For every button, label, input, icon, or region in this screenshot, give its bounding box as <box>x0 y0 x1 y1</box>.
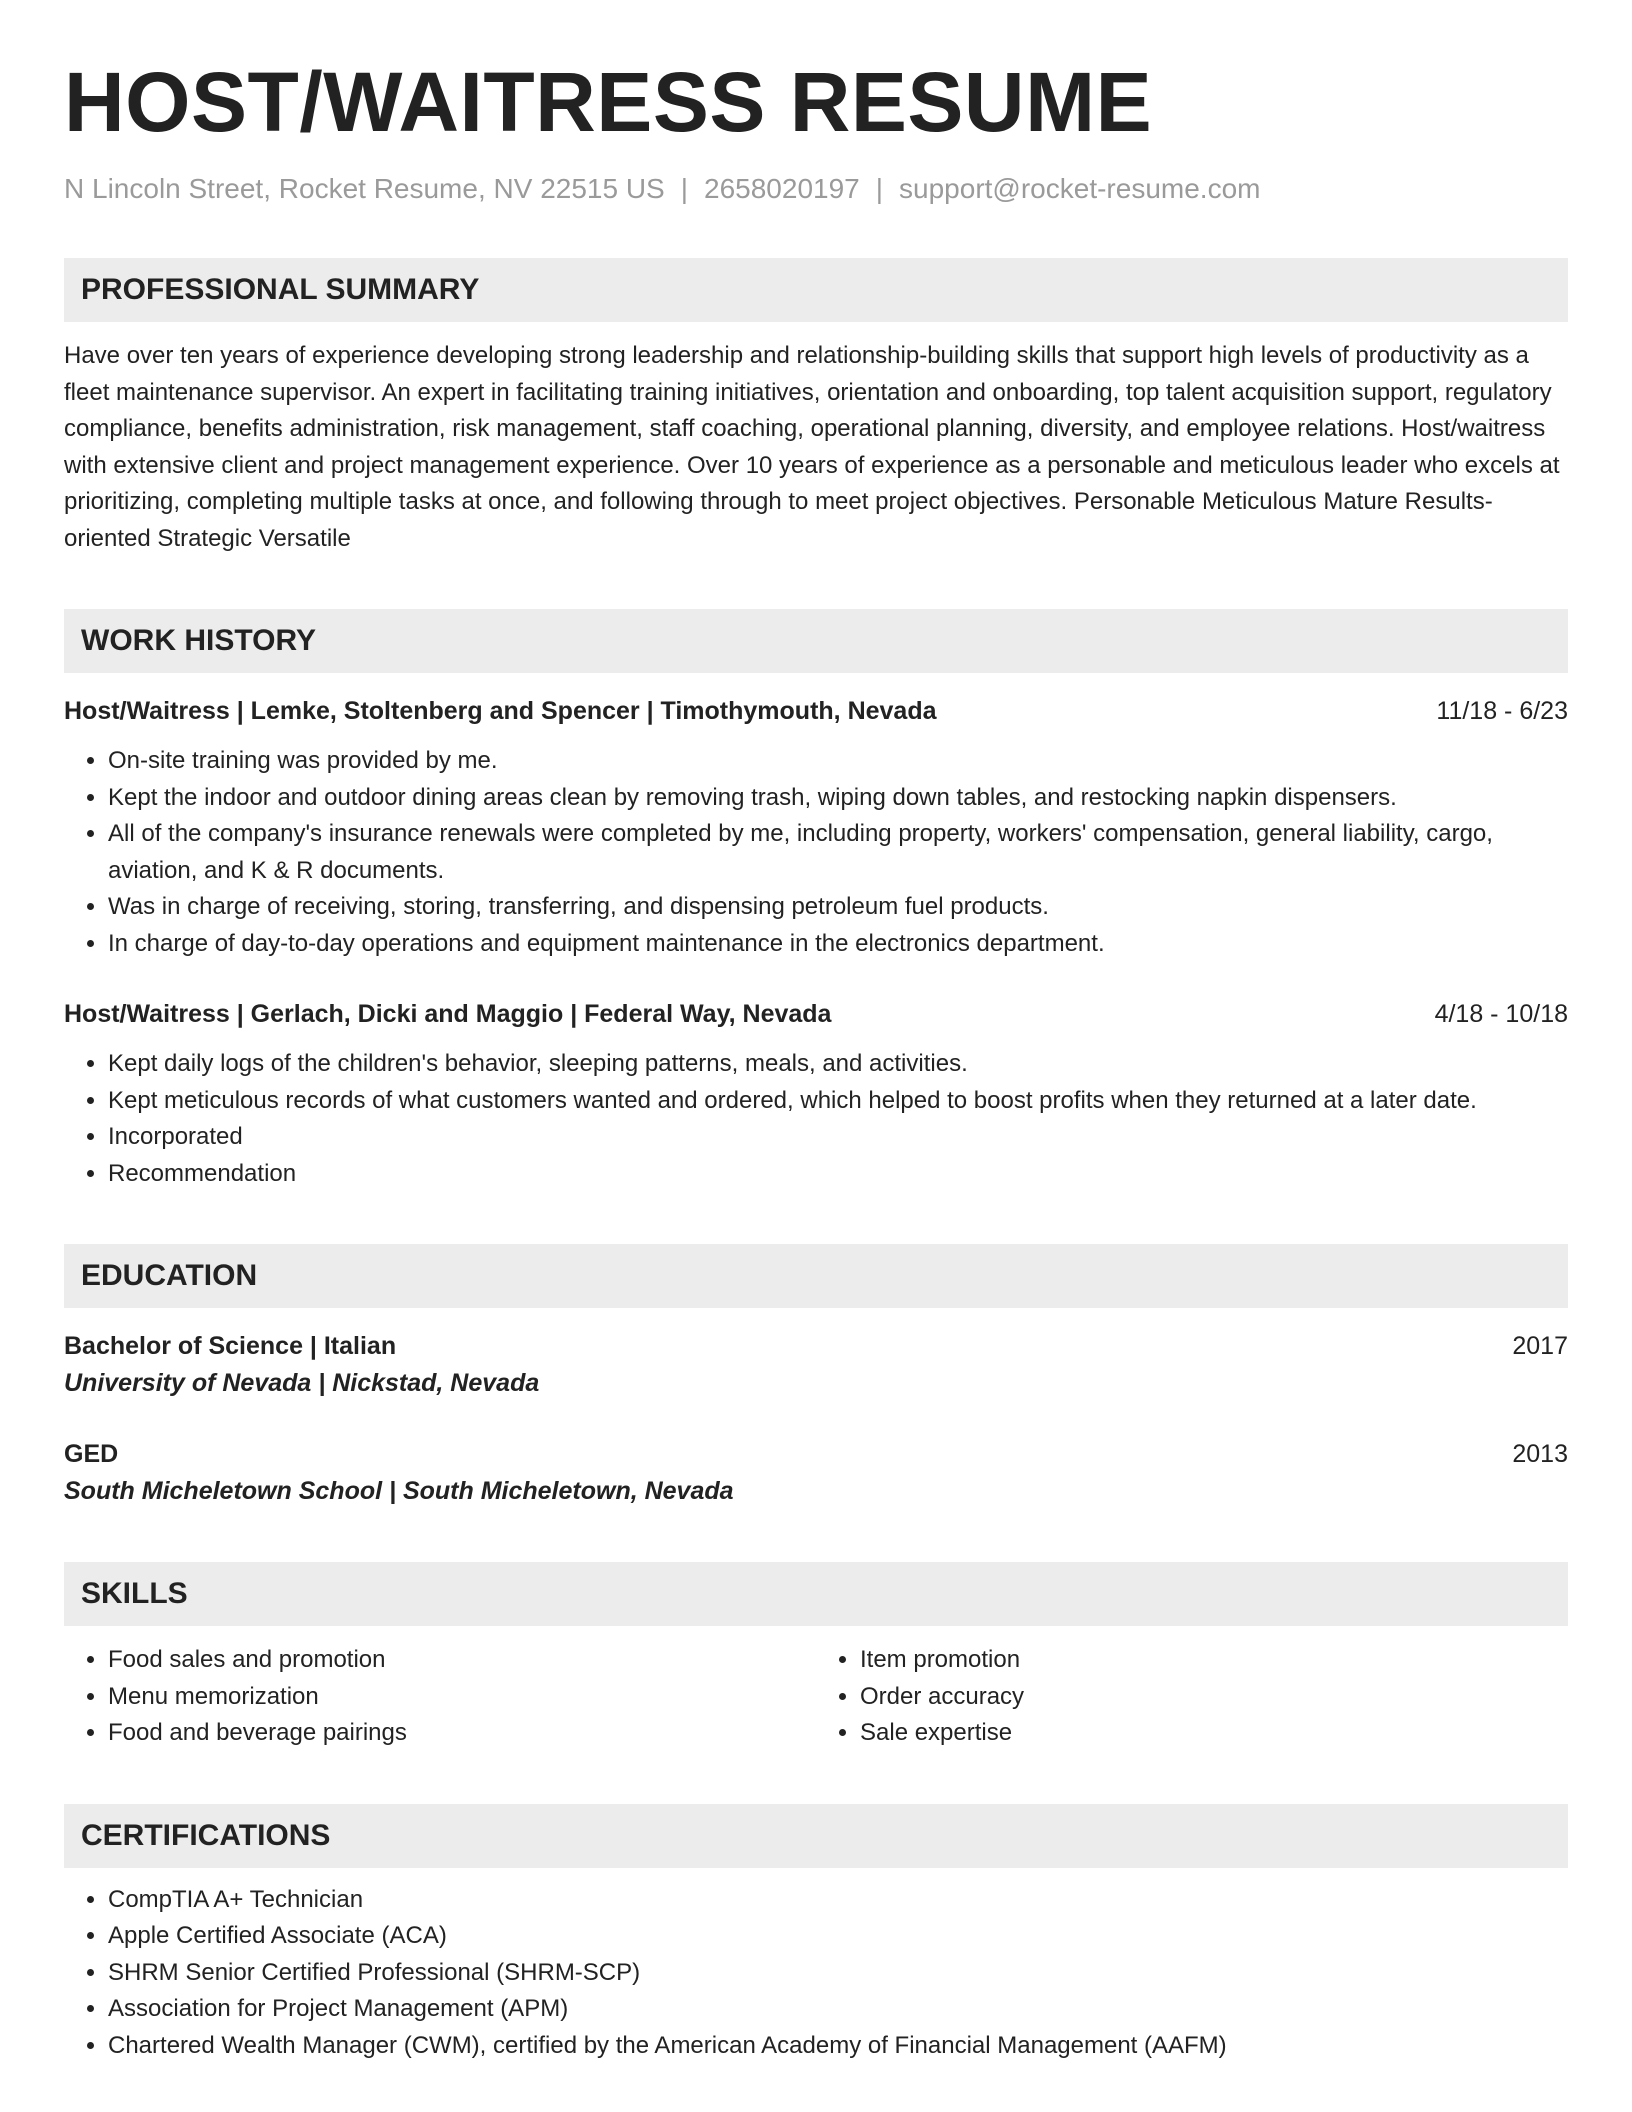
list-item: • Kept the indoor and outdoor dining areas clean by removing trash, wiping down tables, and restocking napkin dispensers. <box>108 780 1568 817</box>
education-school: South Micheletown School | South Micheletown, Nevada <box>64 1477 734 1505</box>
job-dates: 11/18 - 6/23 <box>1436 697 1568 725</box>
list-item: • Sale expertise <box>860 1715 1568 1752</box>
job-duties <box>64 1046 1568 1192</box>
list-item: • Incorporated <box>108 1119 1568 1156</box>
job-dates: 4/18 - 10/18 <box>1434 1000 1568 1028</box>
list-item: • Kept meticulous records of what customers wanted and ordered, which helped to boost profits when they returned at a later date. <box>108 1083 1568 1120</box>
contact-address: N Lincoln Street, Rocket Resume, NV 22515 US <box>64 173 665 204</box>
skills-list-left <box>64 1642 816 1752</box>
list-item: • Kept daily logs of the children's behavior, sleeping patterns, meals, and activities. <box>108 1046 1568 1083</box>
section-heading-work-history: WORK HISTORY <box>64 609 1568 673</box>
list-item: • On-site training was provided by me. <box>108 743 1568 780</box>
education-entry <box>64 1436 1568 1510</box>
list-item: • CompTIA A+ Technician <box>108 1882 1568 1919</box>
section-heading-certifications: CERTIFICATIONS <box>64 1804 1568 1868</box>
resume-title: HOST/WAITRESS RESUME <box>64 55 1153 149</box>
list-item: • All of the company's insurance renewals were completed by me, including property, workers' compensation, general liability, cargo, aviation, and K & R documents. <box>108 816 1568 889</box>
job-title: Host/Waitress | Gerlach, Dicki and Maggio | Federal Way, Nevada <box>64 1000 832 1028</box>
job-entry <box>64 693 1568 962</box>
list-item: • In charge of day-to-day operations and equipment maintenance in the electronics department. <box>108 926 1568 963</box>
list-item: • Order accuracy <box>860 1679 1568 1716</box>
list-item: • Item promotion <box>860 1642 1568 1679</box>
contact-phone: 2658020197 <box>704 173 860 204</box>
education-entry <box>64 1328 1568 1402</box>
list-item: • Association for Project Management (APM) <box>108 1991 1568 2028</box>
contact-line <box>64 172 1568 206</box>
section-heading-skills: SKILLS <box>64 1562 1568 1626</box>
section-heading-education: EDUCATION <box>64 1244 1568 1308</box>
job-duties <box>64 743 1568 962</box>
list-item: • Food and beverage pairings <box>108 1715 816 1752</box>
resume-page <box>64 52 1568 2064</box>
contact-separator: | <box>680 173 689 204</box>
list-item: • Was in charge of receiving, storing, transferring, and dispensing petroleum fuel products. <box>108 889 1568 926</box>
list-item: • Recommendation <box>108 1156 1568 1193</box>
summary-text: Have over ten years of experience developing strong leadership and relationship-building skills that support high levels of productivity as a fleet maintenance supervisor. An expert in facilitating training initiatives, orientation and onboarding, top talent acquisition support, regulatory compliance, benefits administration, risk management, staff coaching, operational planning, diversity, and employee relations. Host/waitress with extensive client and project management experience. Over 10 years of experience as a personable and meticulous leader who excels at prioritizing, completing multiple tasks at once, and following through to meet project objectives. Personable Meticulous Mature Results-oriented Strategic Versatile <box>64 342 1560 552</box>
certifications-list <box>64 1882 1568 2065</box>
education-year: 2013 <box>1512 1440 1568 1468</box>
list-item: • Chartered Wealth Manager (CWM), certified by the American Academy of Financial Management (AAFM) <box>108 2028 1568 2065</box>
list-item: • SHRM Senior Certified Professional (SHRM-SCP) <box>108 1955 1568 1992</box>
list-item: • Menu memorization <box>108 1679 816 1716</box>
education-school: University of Nevada | Nickstad, Nevada <box>64 1369 540 1397</box>
skills-list-right <box>816 1642 1568 1752</box>
education-year: 2017 <box>1512 1332 1568 1360</box>
list-item: • Food sales and promotion <box>108 1642 816 1679</box>
list-item: • Apple Certified Associate (ACA) <box>108 1918 1568 1955</box>
skills-columns <box>64 1642 1568 1752</box>
section-heading-summary: PROFESSIONAL SUMMARY <box>64 258 1568 322</box>
job-entry <box>64 996 1568 1192</box>
job-title: Host/Waitress | Lemke, Stoltenberg and Spencer | Timothymouth, Nevada <box>64 697 937 725</box>
education-degree: GED <box>64 1440 119 1468</box>
education-degree: Bachelor of Science | Italian <box>64 1332 397 1360</box>
contact-email: support@rocket-resume.com <box>899 173 1261 204</box>
contact-separator: | <box>875 173 884 204</box>
